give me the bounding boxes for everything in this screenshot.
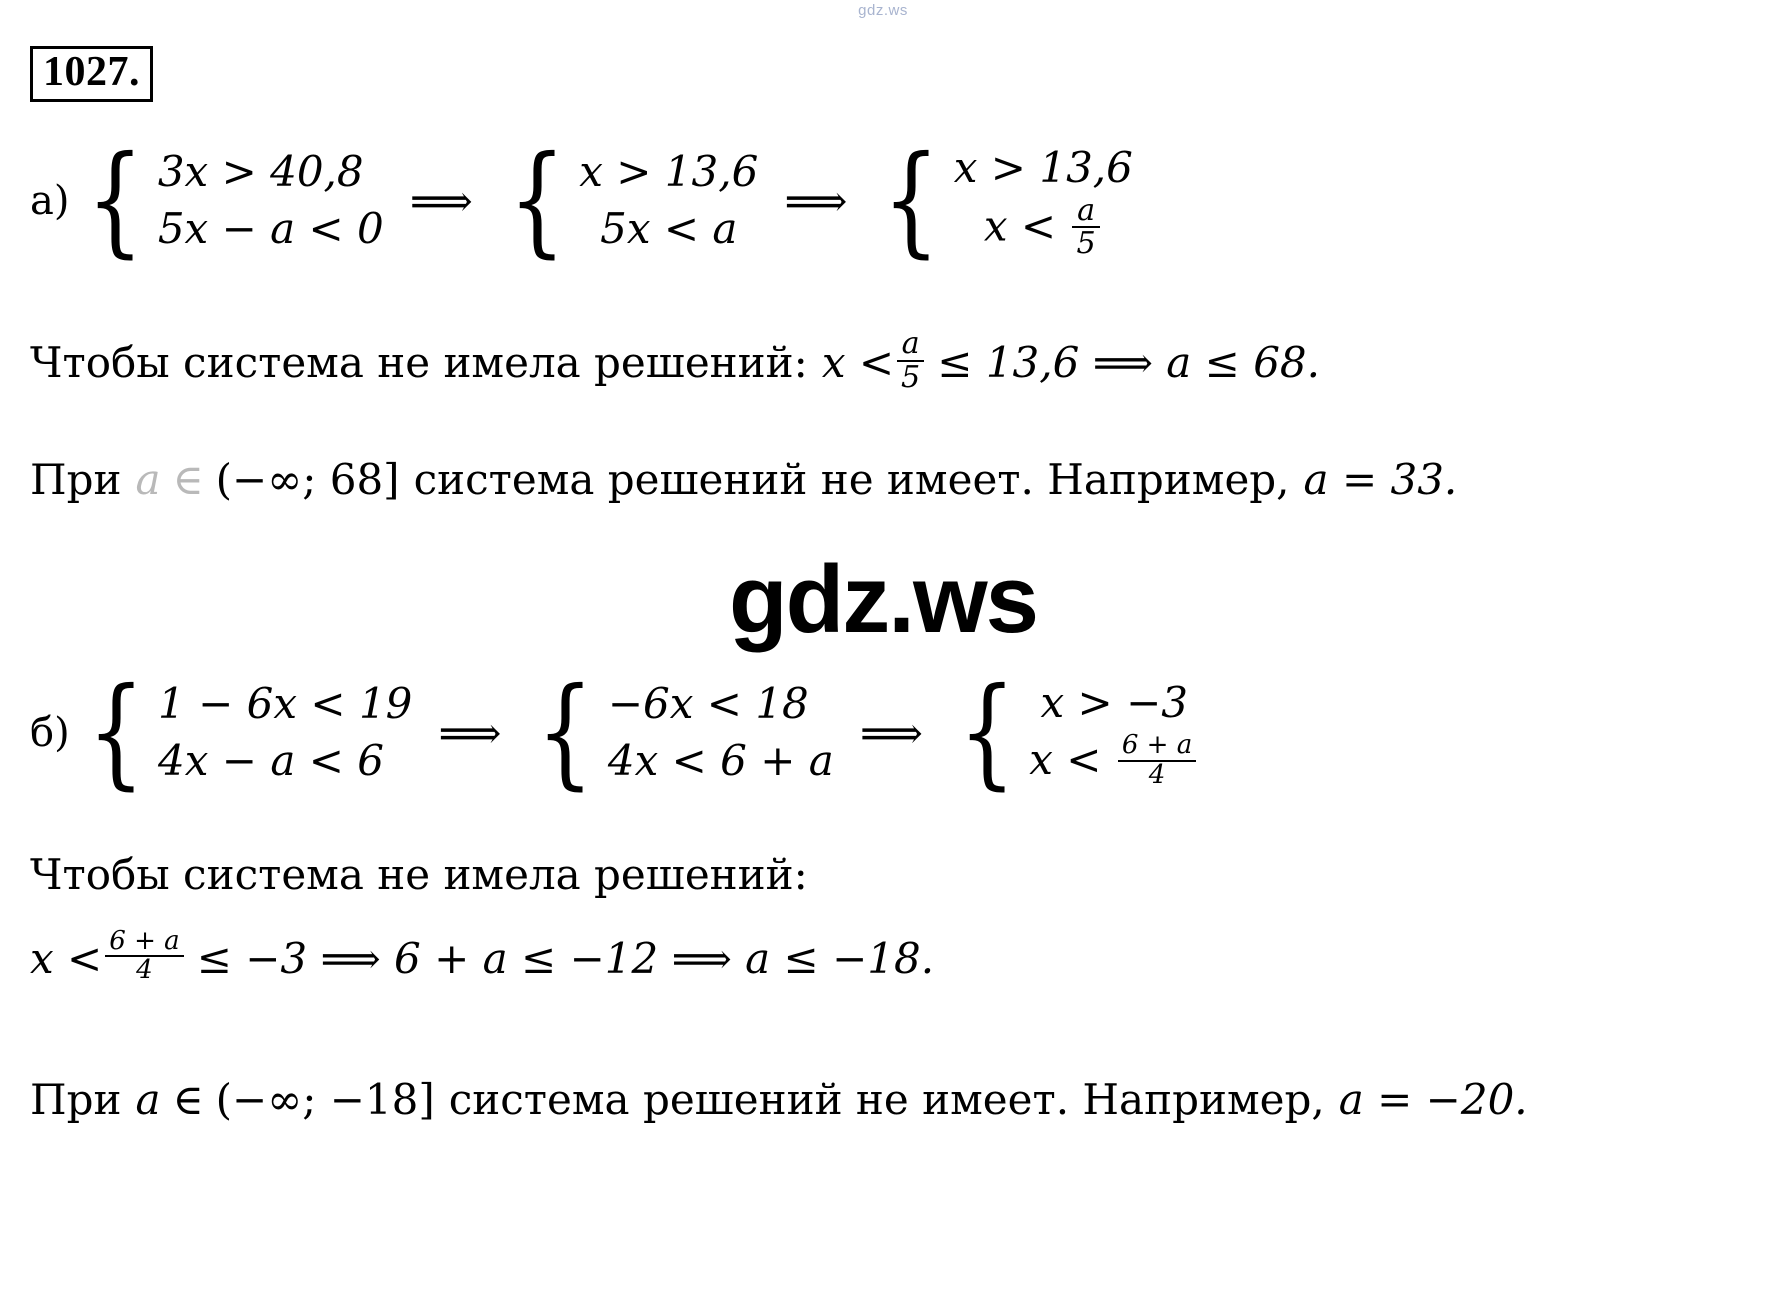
brace-icon: { (882, 130, 941, 270)
part-a-system-2-line-1: x > 13,6 (579, 147, 759, 197)
part-b-systems-row (30, 662, 1199, 802)
part-b-condition-expr-x: x < (30, 933, 103, 983)
part-a-system-1-line-1: 3x > 40,8 (157, 147, 364, 197)
part-a-answer-interval: (−∞; 68] (215, 455, 400, 504)
part-b-answer-in-symbol: ∈ (172, 1075, 204, 1124)
part-a-answer-example: a = 33. (1303, 455, 1458, 504)
fraction-numerator: 6 + a (1121, 730, 1193, 761)
fraction-denominator: 4 (105, 955, 183, 984)
part-a-system-3 (873, 130, 1133, 270)
part-a-answer-text: система решений не имеет. Например, (413, 455, 1290, 504)
part-a-answer-line (30, 455, 1457, 504)
fraction-6-plus-a-over-4 (105, 928, 183, 985)
part-b-system-3-line-1: x > −3 (1040, 678, 1189, 727)
fraction-numerator: 6 + a (109, 926, 180, 956)
part-a-label: а) (30, 178, 70, 225)
brace-icon: { (537, 662, 595, 802)
part-b-label: б) (30, 710, 70, 757)
part-a-system-3-line-2 (954, 192, 1133, 262)
brace-icon: { (508, 130, 566, 270)
part-b-answer-text: система решений не имеет. Например, (448, 1075, 1325, 1124)
part-a-system-2-line-2: 5x < a (600, 204, 738, 254)
center-watermark (0, 545, 1766, 655)
part-a-system-1-line-2: 5x − a < 0 (157, 204, 384, 254)
part-a-arrow-2: ⟹ (784, 175, 848, 227)
part-b-system-1-line-1: 1 − 6x < 19 (158, 679, 413, 729)
part-b-system-3-line-2-prefix: x < (1029, 734, 1102, 784)
fraction-numerator: a (1077, 192, 1096, 228)
fraction-a-over-5 (897, 328, 924, 393)
part-a-condition-line (30, 326, 1320, 395)
part-a-system-1 (77, 130, 384, 270)
part-b-system-3 (949, 662, 1199, 802)
part-a-system-3-line-1: x > 13,6 (953, 143, 1133, 192)
part-a-condition-expr-x: x < (821, 338, 895, 388)
part-a-system-2 (499, 130, 759, 270)
fraction-denominator: 4 (1118, 760, 1196, 789)
top-watermark: gdz.ws (858, 2, 908, 19)
part-a-systems-row (30, 130, 1133, 270)
fraction-numerator: a (901, 326, 920, 361)
part-b-arrow-2: ⟹ (859, 707, 923, 759)
part-b-answer-pri: При (30, 1075, 122, 1124)
part-a-answer-variable: a (135, 455, 161, 504)
part-b-arrow-1: ⟹ (438, 707, 502, 759)
part-a-answer-in-symbol: ∈ (172, 455, 204, 504)
fraction-denominator: 5 (1072, 226, 1099, 260)
task-number: 1027. (30, 46, 153, 102)
part-b-condition-line (30, 926, 935, 987)
brace-icon: { (87, 662, 145, 802)
part-b-system-2-line-2: 4x < 6 + a (607, 736, 834, 786)
part-a-condition-text: Чтобы система не имела решений: (30, 338, 808, 388)
part-a-system-3-line-2-prefix: x < (983, 201, 1057, 251)
part-b-system-1 (78, 662, 413, 802)
part-b-condition-title: Чтобы система не имела решений: (30, 850, 808, 899)
center-watermark-text: gdz.ws (728, 546, 1037, 653)
part-b-condition-expr-after: ≤ −3 ⟹ 6 + a ≤ −12 ⟹ a ≤ −18. (196, 933, 935, 983)
part-b-answer-example: a = −20. (1338, 1075, 1528, 1124)
part-b-system-2-line-1: −6x < 18 (607, 679, 809, 729)
part-a-condition-expr-after: ≤ 13,6 ⟹ a ≤ 68. (937, 338, 1320, 388)
fraction-a-over-5 (1072, 192, 1099, 262)
part-b-system-3-line-2 (1029, 732, 1199, 791)
fraction-denominator: 5 (897, 360, 924, 394)
brace-icon: { (86, 130, 145, 270)
brace-icon: { (958, 662, 1016, 802)
part-b-answer-variable: a (135, 1075, 161, 1124)
part-a-answer-pri: При (30, 455, 122, 504)
part-b-answer-line (30, 1075, 1528, 1124)
part-a-arrow-1: ⟹ (409, 175, 473, 227)
fraction-6-plus-a-over-4 (1118, 732, 1196, 789)
part-b-answer-interval: (−∞; −18] (215, 1075, 435, 1124)
part-b-system-1-line-2: 4x − a < 6 (158, 736, 385, 786)
part-b-system-2 (527, 662, 834, 802)
